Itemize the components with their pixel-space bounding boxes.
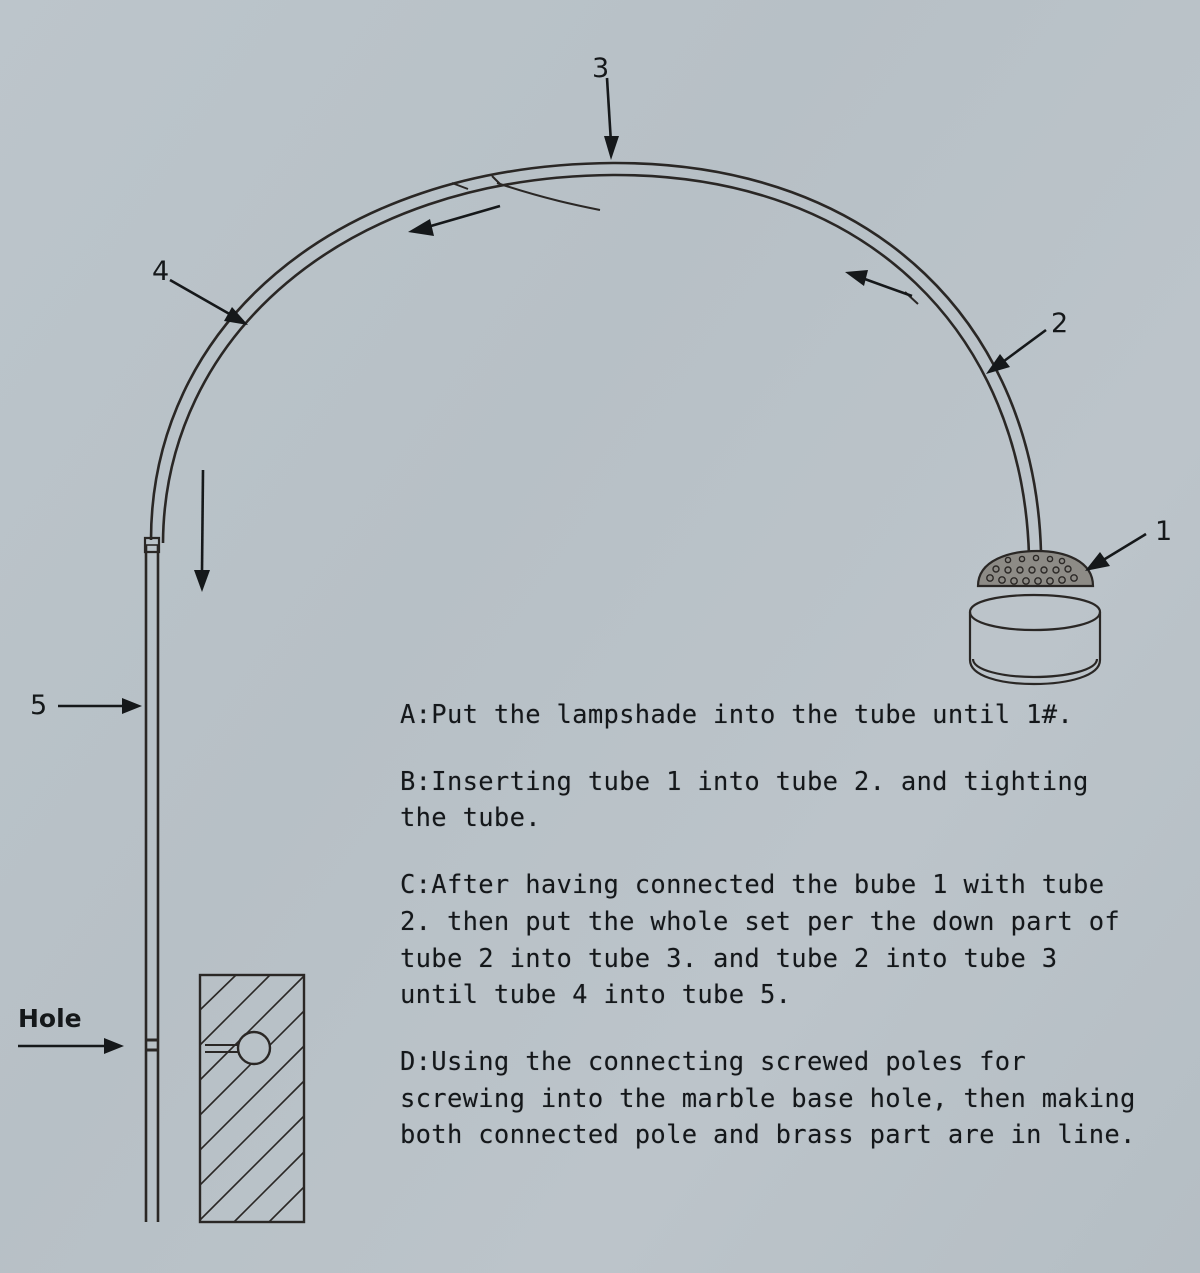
- arch-tube-outer: [151, 163, 1041, 552]
- callout-label-1: 1: [1155, 516, 1173, 547]
- callout-label-5: 5: [30, 690, 48, 721]
- lampshade-bottom-ellipse: [973, 659, 1097, 677]
- arch-tube-inner: [163, 175, 1029, 556]
- segment-joint-3-inner: [497, 183, 600, 210]
- segment-joint-4: [452, 183, 468, 189]
- marble-base-section: [200, 975, 304, 1222]
- base-hatching: [200, 975, 304, 1222]
- callout-label-hole: Hole: [18, 1004, 82, 1033]
- instruction-step-a: A:Put the lampshade into the tube until 1#.: [400, 700, 1074, 730]
- callout-label-2: 2: [1051, 308, 1069, 339]
- callout-label-3: 3: [592, 53, 610, 84]
- lampshade: [970, 551, 1100, 684]
- callout-label-4: 4: [152, 256, 170, 287]
- base-hole-circle: [238, 1032, 270, 1064]
- instruction-steps: [400, 697, 1140, 1154]
- instruction-step-d: D:Using the connecting screwed poles for screwing into the marble base hole, then making both connected pole and brass part are in line.: [400, 1047, 1136, 1151]
- instruction-step-b: B:Inserting tube 1 into tube 2. and tighting the tube.: [400, 766, 1089, 834]
- instruction-step-c: C:After having connected the bube 1 with tube 2. then put the whole set per the down part of tube 2 into tube 3. and tube 2 into tube 3 until tube 4 into tube 5.: [400, 870, 1121, 1011]
- lampshade-top-ellipse: [970, 612, 1100, 630]
